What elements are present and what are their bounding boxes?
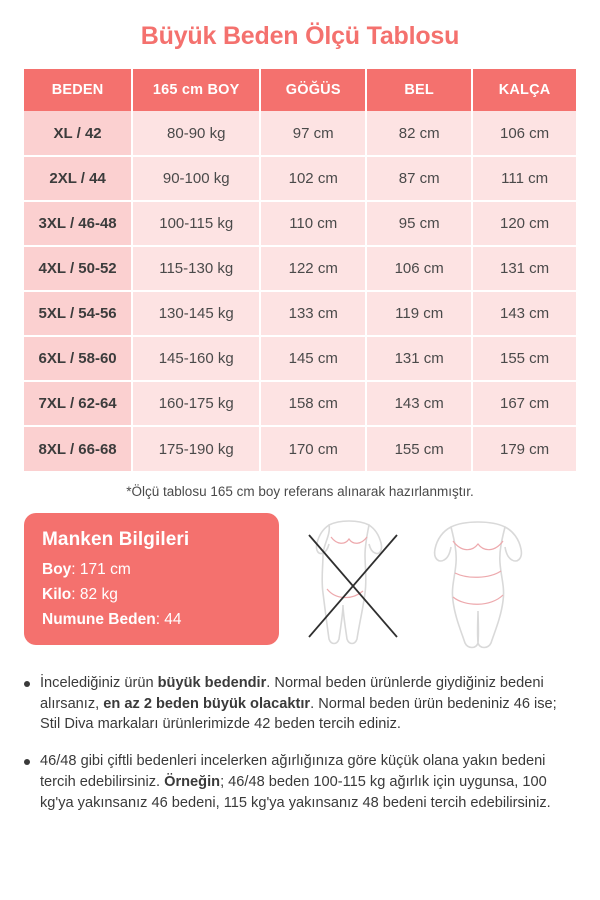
table-row: [24, 246, 576, 291]
table-cell-value: 133 cm: [260, 291, 366, 336]
page-title: Büyük Beden Ölçü Tablosu: [140, 22, 460, 50]
table-cell-value: 143 cm: [472, 291, 576, 336]
bullet-text-span: . Normal beden ürün bedeniniz 46 ise; Stil Diva markaları ürünlerimizde 42 beden tercih ediniz.: [40, 695, 557, 733]
table-cell-size: XL / 42: [24, 111, 132, 156]
bullet-text-span: 46/48 gibi çiftli bedenleri incelerken ağırlığınıza göre küçük olana yakın bedeni tercih edebilirsiniz.: [40, 753, 546, 790]
table-row: [24, 111, 576, 156]
table-cell-size: 2XL / 44: [24, 156, 132, 201]
table-header-cell: KALÇA: [472, 69, 576, 111]
slim-figure-garment-lines: [327, 537, 367, 598]
table-cell-size: 3XL / 46-48: [24, 201, 132, 246]
table-cell-value: 111 cm: [472, 156, 576, 201]
bullet-dot-icon: [24, 759, 30, 765]
table-cell-size: 4XL / 50-52: [24, 246, 132, 291]
table-body: [24, 111, 576, 471]
table-cell-value: 80-90 kg: [132, 111, 260, 156]
table-cell-value: 106 cm: [366, 246, 472, 291]
bullet-text: [40, 751, 576, 813]
table-cell-value: 131 cm: [472, 246, 576, 291]
table-cell-value: 106 cm: [472, 111, 576, 156]
table-cell-value: 179 cm: [472, 426, 576, 471]
table-row: [24, 156, 576, 201]
table-cell-value: 87 cm: [366, 156, 472, 201]
table-cell-value: 102 cm: [260, 156, 366, 201]
table-cell-value: 145 cm: [260, 336, 366, 381]
table-row: [24, 381, 576, 426]
table-row: [24, 291, 576, 336]
bullet-text-strong: Örneğin: [164, 773, 221, 790]
table-cell-value: 122 cm: [260, 246, 366, 291]
table-cell-value: 155 cm: [472, 336, 576, 381]
table-cell-size: 8XL / 66-68: [24, 426, 132, 471]
table-row: [24, 426, 576, 471]
model-and-figures: [24, 513, 576, 653]
bullet-text-strong: en az 2 beden büyük olacaktır: [103, 695, 311, 712]
bullet-dot-icon: [24, 681, 30, 687]
model-weight-label: Kilo: [42, 586, 72, 603]
plus-size-figure-garment-lines: [453, 541, 503, 604]
table-cell-value: 167 cm: [472, 381, 576, 426]
table-cell-size: 7XL / 62-64: [24, 381, 132, 426]
table-cell-value: 82 cm: [366, 111, 472, 156]
guidance-bullet-list: [24, 653, 576, 813]
bullet-text-strong: büyük bedendir: [157, 675, 267, 691]
table-cell-value: 90-100 kg: [132, 156, 260, 201]
table-row: [24, 336, 576, 381]
model-height-value: : 171 cm: [71, 561, 131, 578]
table-cell-value: 119 cm: [366, 291, 472, 336]
model-sample-size: [42, 611, 261, 629]
bullet-item: [24, 751, 576, 813]
table-cell-value: 130-145 kg: [132, 291, 260, 336]
body-figures-illustration: [293, 513, 553, 653]
table-header-row: [24, 69, 576, 111]
model-info-heading: Manken Bilgileri: [42, 529, 190, 550]
model-sample-size-value: : 44: [155, 611, 182, 628]
table-cell-value: 110 cm: [260, 201, 366, 246]
table-cell-value: 145-160 kg: [132, 336, 260, 381]
bullet-text-span: . Normal beden ürünlerde giydiğiniz bedeni alırsanız,: [40, 675, 544, 712]
table-cell-value: 175-190 kg: [132, 426, 260, 471]
table-header-cell: 165 cm BOY: [132, 69, 260, 111]
table-cell-size: 5XL / 54-56: [24, 291, 132, 336]
bullet-item: [24, 673, 576, 735]
bullet-text-span: ; 46/48 beden 100-115 kg ağırlık için uygunsa, 100 kg'ya yakınsanız 46 bedeni, 115 kg'ya yakınsanız 48 bedeni tercih edebilirsiniz.: [40, 773, 551, 811]
table-cell-value: 160-175 kg: [132, 381, 260, 426]
body-figures: [293, 513, 576, 653]
table-cell-value: 97 cm: [260, 111, 366, 156]
model-weight: [42, 586, 261, 604]
table-cell-value: 155 cm: [366, 426, 472, 471]
table-row: [24, 201, 576, 246]
table-cell-size: 6XL / 58-60: [24, 336, 132, 381]
model-weight-value: : 82 kg: [71, 586, 118, 603]
table-header-cell: BEDEN: [24, 69, 132, 111]
table-header-cell: GÖĞÜS: [260, 69, 366, 111]
plus-size-body-figure-outline: [435, 522, 522, 648]
table-cell-value: 170 cm: [260, 426, 366, 471]
table-header-cell: BEL: [366, 69, 472, 111]
table-cell-value: 100-115 kg: [132, 201, 260, 246]
table-cell-value: 143 cm: [366, 381, 472, 426]
table-cell-value: 131 cm: [366, 336, 472, 381]
size-table: [24, 69, 576, 471]
bullet-text: [40, 673, 576, 735]
model-height: [42, 561, 261, 579]
table-cell-value: 120 cm: [472, 201, 576, 246]
model-sample-size-label: Numune Beden: [42, 611, 156, 628]
bullet-text-span: İncelediğiniz ürün: [40, 675, 158, 691]
table-note: *Ölçü tablosu 165 cm boy referans alınarak hazırlanmıştır.: [126, 484, 474, 499]
model-height-label: Boy: [42, 561, 72, 578]
table-cell-value: 95 cm: [366, 201, 472, 246]
model-info-card: [24, 513, 279, 645]
table-cell-value: 158 cm: [260, 381, 366, 426]
table-cell-value: 115-130 kg: [132, 246, 260, 291]
